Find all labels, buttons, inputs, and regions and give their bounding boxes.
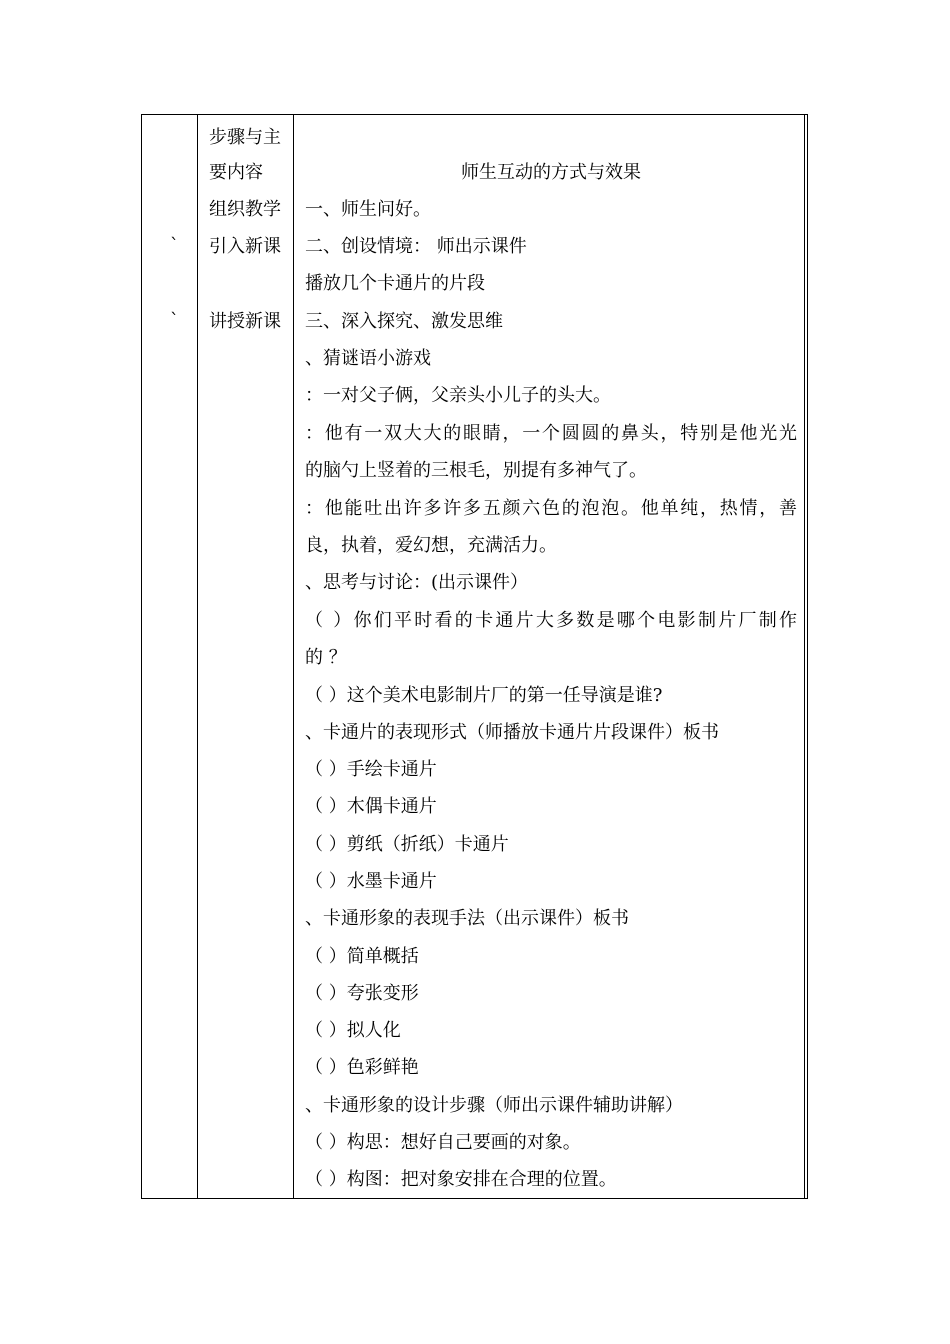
content-line: ：一对父子俩，父亲头小儿子的头大。	[305, 385, 611, 406]
mark: `	[170, 310, 179, 331]
content-line: （ ）剪纸（折纸）卡通片	[305, 834, 509, 855]
content-line: 、猜谜语小游戏	[305, 348, 431, 369]
content-line: 播放几个卡通片的片段	[305, 273, 485, 294]
content-line: （ ）水墨卡通片	[305, 871, 437, 892]
content-line: 三、深入探究、激发思维	[305, 311, 503, 332]
content-line: 、思考与讨论：(出示课件）	[305, 572, 529, 593]
content-line: ：他有一双大大的眼睛，一个圆圆的鼻头，特别是他光光	[305, 423, 797, 444]
column-steps	[199, 115, 294, 1198]
content-line: （ ）这个美术电影制片厂的第一任导演是谁?	[305, 685, 663, 706]
content-line: 、卡通片的表现形式（师播放卡通片片段课件）板书	[305, 722, 719, 743]
lesson-table	[141, 114, 808, 1199]
step-label: 组织教学	[209, 199, 281, 220]
content-line: （ ）简单概括	[305, 946, 419, 967]
column-content	[295, 115, 803, 1198]
content-line: 一、师生问好。	[305, 199, 431, 220]
content-line: （ ）你们平时看的卡通片大多数是哪个电影制片厂制作	[305, 610, 797, 631]
content-line: （ ）拟人化	[305, 1020, 401, 1041]
step-label: 要内容	[209, 162, 263, 183]
content-line: （ ）手绘卡通片	[305, 759, 437, 780]
content-line: 良，执着，爱幻想，充满活力。	[305, 535, 557, 556]
content-line: ：他能吐出许多许多五颜六色的泡泡。他单纯，热情，善	[305, 498, 797, 519]
content-line: （ ）构图：把对象安排在合理的位置。	[305, 1169, 617, 1190]
content-line: （ ）色彩鲜艳	[305, 1057, 419, 1078]
content-line: （ ）夸张变形	[305, 983, 419, 1004]
step-label: 引入新课	[209, 236, 281, 257]
content-heading: 师生互动的方式与效果	[461, 162, 641, 183]
content-line: 、卡通形象的表现手法（出示课件）板书	[305, 908, 629, 929]
content-line: 、卡通形象的设计步骤（师出示课件辅助讲解）	[305, 1095, 683, 1116]
step-label: 步骤与主	[209, 127, 281, 148]
mark: `	[170, 235, 179, 256]
content-line: 的脑勺上竖着的三根毛，别提有多神气了。	[305, 460, 647, 481]
content-line: （ ）构思：想好自己要画的对象。	[305, 1132, 581, 1153]
content-line: （ ）木偶卡通片	[305, 796, 437, 817]
content-line: 的 ？	[305, 647, 347, 668]
column-blank	[142, 115, 198, 1198]
content-line: 二、创设情境： 师出示课件	[305, 236, 527, 257]
step-label: 讲授新课	[209, 311, 281, 332]
